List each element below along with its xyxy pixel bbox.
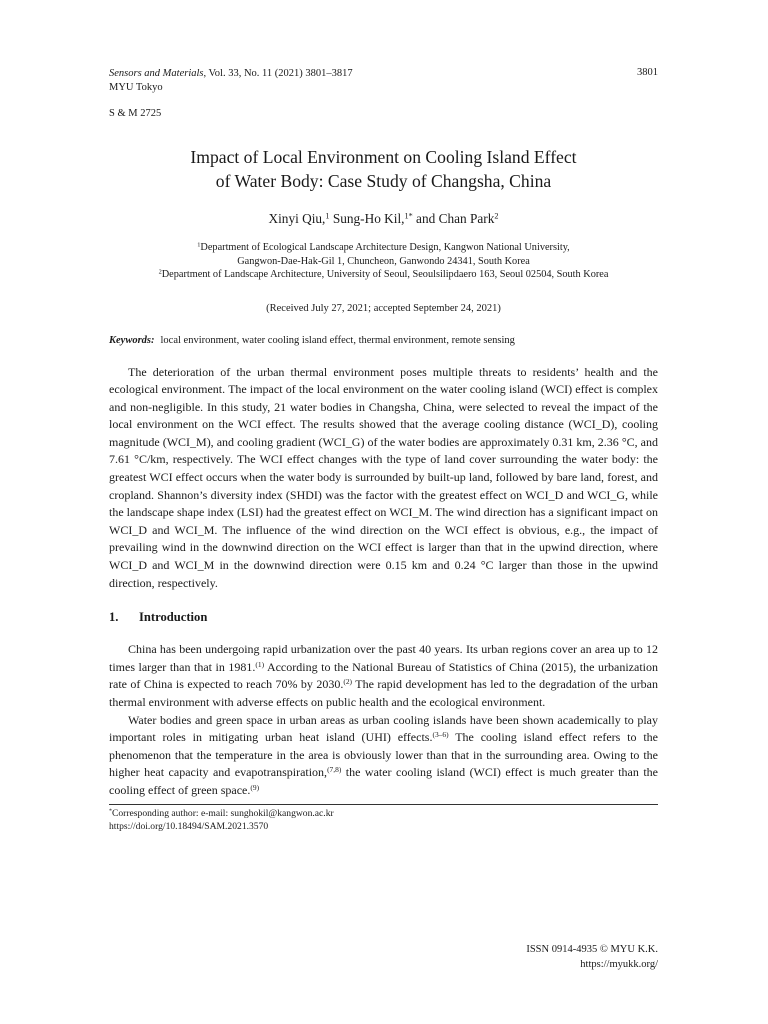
paper-page [109, 67, 658, 833]
reference-citation[interactable]: (2) [343, 677, 353, 687]
sm-code: S & M 2725 [109, 108, 162, 119]
paragraph-text: China has been undergoing rapid urbanization over the past 40 years. Its urban regions cover an area up to 12 times larger than that in 1981. [109, 642, 658, 674]
section-heading [109, 610, 658, 625]
author-affil-mark: 1* [404, 211, 413, 221]
page-number: 3801 [637, 67, 658, 78]
author-affil-mark: 2 [494, 211, 499, 221]
author-name: Xinyi Qiu, [268, 211, 326, 226]
paper-title [109, 145, 658, 193]
title-line-1: Impact of Local Environment on Cooling Island Effect [190, 147, 577, 167]
affiliation-1-line-2: Gangwon-Dae-Hak-Gil 1, Chuncheon, Ganwondo 24341, South Korea [237, 255, 530, 267]
journal-citation: , Vol. 33, No. 11 (2021) 3801–3817 [203, 68, 353, 79]
footnote-mark: * [109, 808, 112, 815]
title-line-2: of Water Body: Case Study of Changsha, China [215, 171, 552, 191]
corresponding-email[interactable]: Corresponding author: e-mail: sunghokil@kangwon.ac.kr [111, 807, 334, 819]
abstract: The deterioration of the urban thermal environment poses multiple threats to residents’ health and the ecological environment. The impact of the local environment on the water cooling island (WCI) effect is complex and non-negligible. In this study, 21 water bodies in Changsha, China, were selected to reveal the impact of the local environment on the WCI effect. The results showed that the average cooling distance (WCI_D), cooling magnitude (WCI_M), and cooling gradient (WCI_G) of the water bodies are approximately 0.31 km, 2.36 °C, and 7.61 °C/km, respectively. The WCI effect changes with the type of land cover surrounding the water body: the greatest WCI effect occurs when the water body is surrounded by built-up land, followed by bare land, forest, and cropland. Shannon’s diversity index (SHDI) was the factor with the greatest effect on WCI_D and WCI_G, while the landscape shape index (LSI) had the greatest effect on WCI_M. The wind direction has a significant impact on WCI_D and WCI_M. The influence of the wind direction on the WCI effect is obvious, e.g., the impact of prevailing wind in the downwind direction on the WCI effect is larger than that in the upwind direction, where WCI_D and WCI_M in the downwind direction were 0.15 km and 0.24 °C larger than those in the upwind direction, respectively. [109, 364, 658, 590]
affiliation-1-line-1: Department of Ecological Landscape Architecture Design, Kangwon National University, [200, 242, 570, 253]
affiliation-mark: 2 [158, 268, 162, 276]
reference-citation[interactable]: (3–6) [432, 730, 449, 740]
paragraph-text: the water cooling island (WCI) effect is much greater than the cooling effect of green space. [109, 765, 658, 797]
affiliations [109, 241, 658, 282]
journal-header [109, 67, 658, 81]
publisher-url[interactable]: https://myukk.org/ [580, 959, 658, 970]
paragraph-text: The rapid development has led to the degradation of the urban thermal environment with adverse effects on public health and the ecological environment. [109, 677, 658, 709]
corresponding-author [109, 807, 658, 820]
paragraph-text: The cooling island effect refers to the phenomenon that the temperature in the area is obviously lower than that in the surrounding area. Owing to the higher heat capacity and evapotranspiration, [109, 730, 658, 780]
affiliation-2 [109, 268, 658, 282]
reference-citation[interactable]: (9) [250, 782, 260, 792]
section-title: Introduction [139, 610, 208, 625]
author-name: Sung-Ho Kil, [329, 211, 405, 226]
keywords [109, 335, 658, 346]
author-list [109, 211, 658, 227]
journal-name: Sensors and Materials [109, 68, 204, 79]
footnote [109, 807, 658, 833]
affiliation-1 [109, 241, 658, 255]
intro-paragraph-2 [109, 712, 658, 800]
issn: ISSN 0914-4935 © MYU K.K. [526, 944, 658, 955]
paragraph-text: Water bodies and green space in urban areas as urban cooling islands have been shown academically to play important roles in mitigating urban heat island (UHI) effects. [109, 712, 658, 745]
reference-citation[interactable]: (1) [255, 659, 265, 669]
affiliation-mark: 1 [197, 241, 201, 249]
keywords-text: local environment, water cooling island effect, thermal environment, remote sensing [160, 334, 515, 346]
paragraph-text: According to the National Bureau of Statistics of China (2015), the urbanization rate of China is expected to reach 70% by 2030. [109, 659, 658, 692]
author-name: and Chan Park [412, 211, 495, 226]
reference-citation[interactable]: (7,8) [327, 765, 342, 775]
affiliation-2-line-1: Department of Landscape Architecture, University of Seoul, Seoulsilipdaero 163, Seoul 02504, South Korea [161, 269, 609, 280]
page-footer [526, 942, 658, 972]
received-dates: (Received July 27, 2021; accepted September 24, 2021) [266, 302, 501, 314]
footnote-divider [109, 804, 658, 805]
keywords-label: Keywords: [109, 334, 155, 346]
doi-link[interactable]: https://doi.org/10.18494/SAM.2021.3570 [109, 820, 269, 832]
section-number: 1. [109, 610, 119, 625]
intro-paragraph-1 [109, 641, 658, 711]
author-affil-mark: 1 [325, 211, 330, 221]
publisher: MYU Tokyo [109, 82, 163, 93]
